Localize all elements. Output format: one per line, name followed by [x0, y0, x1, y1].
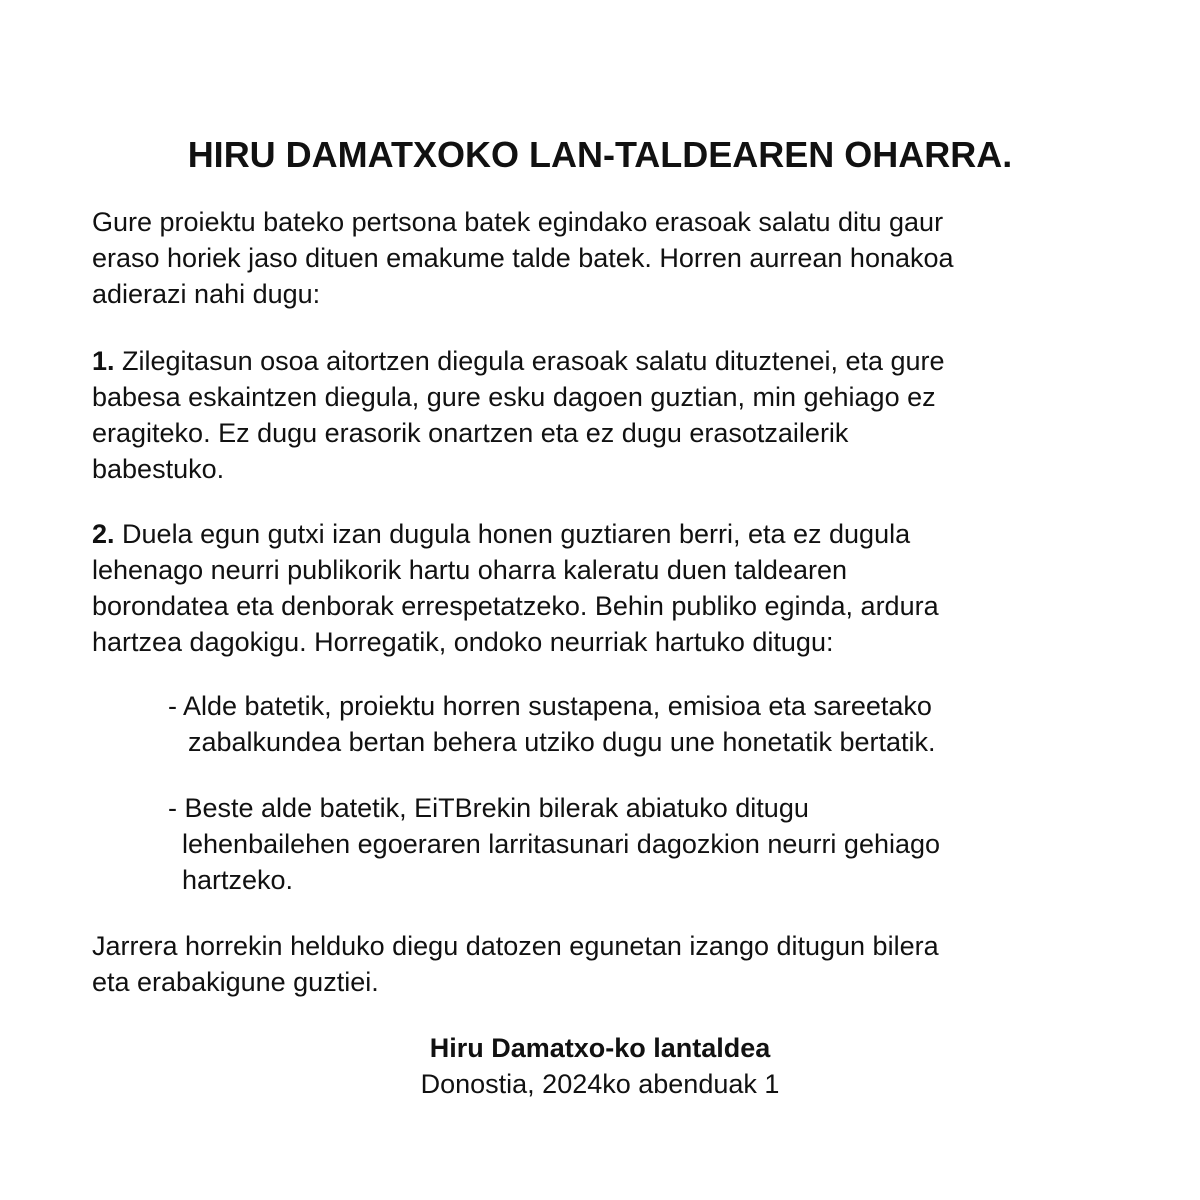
bullet-2-line-1: - Beste alde batetik, EiTBrekin bilerak abiatuko ditugu [168, 793, 809, 823]
point-1-line-2: babesa eskaintzen diegula, gure esku dagoen guztian, min gehiago ez [92, 382, 936, 412]
point-2-text: Duela egun gutxi izan dugula honen guztiaren berri, eta ez dugula [114, 519, 911, 549]
point-1-text: Zilegitasun osoa aitortzen diegula erasoak salatu dituztenei, eta gure [114, 346, 945, 376]
point-1-number: 1. [92, 346, 115, 376]
bullet-2-line-2: lehenbailehen egoeraren larritasunari dagozkion neurri gehiago [182, 829, 941, 859]
point-1-line-3: eragiteko. Ez dugu erasorik onartzen eta ez dugu erasotzailerik [92, 418, 849, 448]
point-2-line-3: borondatea eta denborak errespetatzeko. Behin publiko eginda, ardura [92, 591, 939, 621]
closing-line-2: eta erabakigune guztiei. [92, 967, 379, 997]
intro-line-2: eraso horiek jaso dituen emakume talde batek. Horren aurrean honakoa [92, 243, 954, 273]
signature-name: Hiru Damatxo-ko lantaldea [429, 1033, 771, 1063]
point-2-line-2: lehenago neurri publikorik hartu oharra kaleratu duen taldearen [92, 555, 847, 585]
point-2-line-4: hartzea dagokigu. Horregatik, ondoko neurriak hartuko ditugu: [92, 627, 834, 657]
document-title: HIRU DAMATXOKO LAN-TALDEAREN OHARRA. [187, 134, 1013, 175]
bullet-1-line-1: - Alde batetik, proiektu horren sustapena, emisioa eta sareetako [168, 691, 932, 721]
point-1-line-4: babestuko. [92, 454, 225, 484]
point-2-number: 2. [92, 519, 115, 549]
intro-line-3: adierazi nahi dugu: [92, 279, 321, 309]
point-1-line-1 [92, 344, 945, 378]
point-2-line-1 [92, 517, 910, 551]
closing-line-1: Jarrera horrekin helduko diegu datozen egunetan izango ditugun bilera [92, 931, 939, 961]
bullet-2-line-3: hartzeko. [182, 865, 294, 895]
signature-place-date: Donostia, 2024ko abenduak 1 [420, 1069, 780, 1099]
bullet-1-line-2: zabalkundea bertan behera utziko dugu une honetatik bertatik. [188, 727, 936, 757]
intro-line-1: Gure proiektu bateko pertsona batek egindako erasoak salatu ditu gaur [92, 207, 944, 237]
